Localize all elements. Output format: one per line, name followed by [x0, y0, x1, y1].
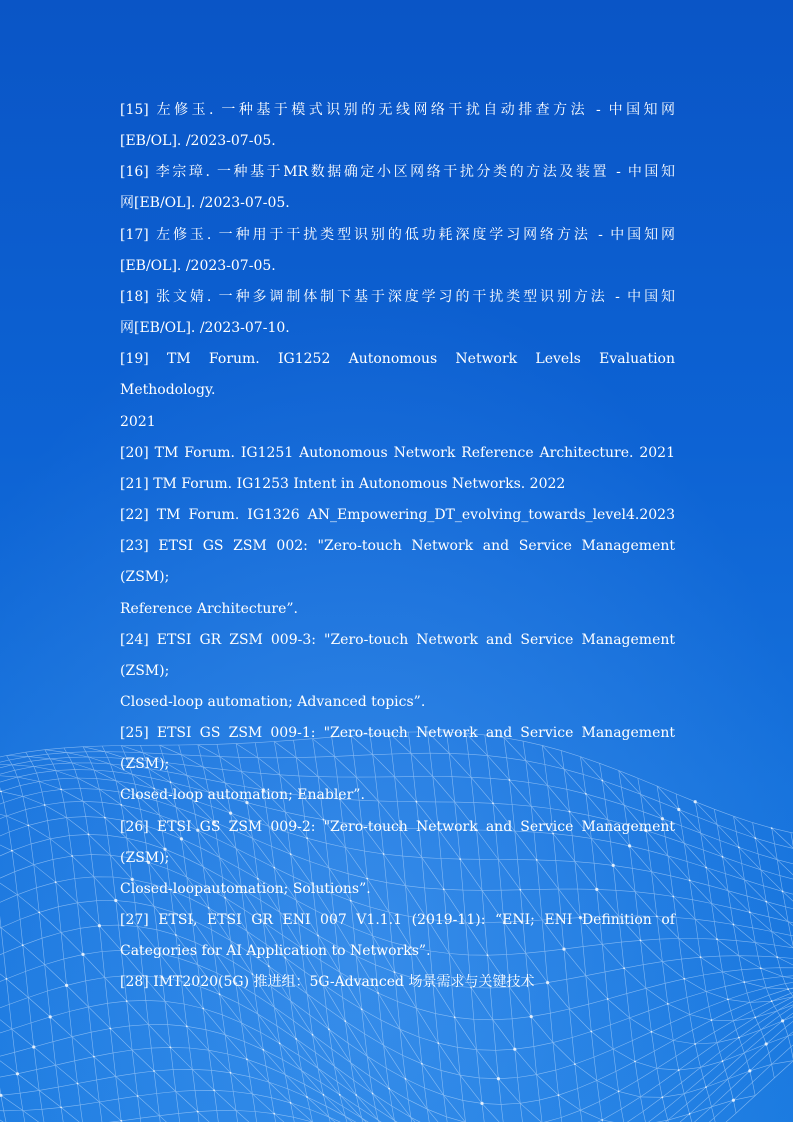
mesh-dot	[437, 1042, 439, 1044]
reference-line: [25] ETSI GS ZSM 009-1: "Zero-touch Network and Service Management (ZSM);	[120, 725, 675, 773]
mesh-dot	[81, 953, 84, 956]
reference-line: Reference Architecture”.	[120, 600, 298, 617]
mesh-dot	[743, 981, 745, 983]
mesh-dot	[405, 1078, 407, 1080]
mesh-dot	[273, 1113, 275, 1115]
reference-line: Closed-loopautomation; Solutions”.	[120, 880, 371, 897]
reference-line: 网[EB/OL]. /2023-07-05.	[120, 195, 290, 212]
mesh-dot	[454, 1016, 456, 1018]
reference-line: Closed-loop automation; Enabler”.	[120, 787, 365, 804]
mesh-dot	[279, 1043, 281, 1045]
mesh-dot	[323, 1094, 325, 1096]
mesh-dot	[213, 1089, 215, 1091]
mesh-dot	[197, 1111, 199, 1113]
mesh-dot	[733, 924, 735, 926]
mesh-dot	[601, 1119, 603, 1121]
mesh-dot	[65, 984, 68, 987]
mesh-dot	[71, 855, 73, 857]
mesh-dot	[661, 1096, 663, 1098]
mesh-dot	[765, 901, 767, 903]
mesh-dot	[667, 1003, 669, 1005]
reference-line: 2021	[120, 413, 156, 430]
mesh-dot	[480, 1102, 483, 1105]
mesh-dot	[705, 867, 707, 869]
mesh-dot	[246, 1058, 248, 1060]
mesh-dot	[618, 1091, 620, 1093]
mesh-dot	[776, 956, 778, 958]
mesh-dot	[771, 827, 773, 829]
mesh-dot	[344, 1020, 346, 1022]
mesh-dot	[497, 1077, 500, 1080]
mesh-dot	[32, 1045, 35, 1048]
mesh-dot	[290, 1102, 292, 1104]
mesh-dot	[574, 1063, 576, 1065]
mesh-dot	[711, 1019, 713, 1021]
mesh-dot	[558, 1094, 560, 1096]
mesh-dot	[262, 1049, 264, 1051]
mesh-dot	[137, 1095, 139, 1097]
mesh-dot	[689, 880, 691, 882]
mesh-dot	[38, 912, 40, 914]
mesh-dot	[93, 1056, 95, 1058]
mesh-dot	[749, 911, 751, 913]
mesh-dot	[328, 1028, 330, 1030]
mesh-dot	[361, 1008, 363, 1010]
mesh-dot	[114, 899, 117, 902]
mesh-dot	[683, 978, 685, 980]
mesh-dot	[754, 1017, 756, 1019]
reference-line: [23] ETSI GS ZSM 002: "Zero-touch Network and Service Management (ZSM);	[120, 538, 675, 586]
mesh-dot	[27, 825, 29, 827]
mesh-dot	[421, 1063, 423, 1065]
mesh-dot	[748, 1069, 751, 1072]
mesh-dot	[120, 1120, 122, 1122]
mesh-dot	[109, 1028, 111, 1030]
mesh-dot	[787, 988, 789, 990]
reference-line: [27] ETSI, ETSI GR ENI 007 V1.1.1 (2019-11): “ENI; ENI Definition of	[120, 912, 675, 929]
mesh-dot	[126, 1000, 128, 1002]
mesh-dot	[153, 1070, 155, 1072]
mesh-dot	[678, 1069, 680, 1071]
mesh-dot	[202, 1008, 204, 1010]
mesh-dot	[722, 856, 724, 858]
mesh-dot	[6, 978, 8, 980]
mesh-dot	[104, 817, 106, 819]
mesh-dot	[388, 1088, 390, 1090]
mesh-dot	[77, 1083, 79, 1085]
mesh-dot	[634, 1061, 636, 1063]
mesh-dot	[11, 850, 13, 852]
reference-line: [24] ETSI GR ZSM 009-3: "Zero-touch Network and Service Management (ZSM);	[120, 631, 675, 679]
mesh-dot	[98, 924, 101, 927]
reference-line: [20] TM Forum. IG1251 Autonomous Network Reference Architecture. 2021	[120, 444, 675, 461]
mesh-dot	[689, 1113, 691, 1115]
mesh-dot	[732, 1099, 735, 1102]
mesh-dot	[716, 938, 718, 940]
reference-line: [26] ETSI GS ZSM 009-2: "Zero-touch Network and Service Management (ZSM);	[120, 818, 675, 866]
mesh-dot	[60, 789, 62, 791]
reference-line: [22] TM Forum. IG1326 AN_Empowering_DT_evolving_towards_level4.2023	[120, 507, 675, 524]
reference-line: [EB/OL]. /2023-07-05.	[120, 257, 276, 274]
mesh-dot	[16, 1072, 19, 1075]
mesh-dot	[700, 956, 702, 958]
reference-line: Categories for AI Application to Networks”.	[120, 943, 431, 960]
mesh-dot	[60, 1107, 62, 1109]
mesh-dot	[590, 1031, 592, 1033]
mesh-dot	[530, 1015, 533, 1018]
mesh-dot	[88, 834, 90, 836]
mesh-dot	[49, 1015, 52, 1018]
mesh-dot	[372, 1093, 374, 1095]
mesh-dot	[306, 1096, 308, 1098]
reference-line: [EB/OL]. /2023-07-05.	[120, 133, 276, 150]
mesh-dot	[186, 1025, 188, 1027]
reference-line: [15] 左修玉. 一种基于模式识别的无线网络干扰自动排查方法 - 中国知网	[120, 102, 675, 118]
mesh-dot	[705, 1086, 707, 1088]
reference-line: [16] 李宗璋. 一种基于MR数据确定小区网络干扰分类的方法及装置 - 中国知	[120, 164, 675, 181]
mesh-dot	[44, 804, 46, 806]
mesh-dot	[765, 1042, 768, 1045]
mesh-dot	[760, 967, 762, 969]
mesh-dot	[0, 791, 2, 793]
mesh-dot	[782, 891, 784, 893]
mesh-dot	[651, 1031, 653, 1033]
mesh-dot	[55, 881, 57, 883]
mesh-dot	[677, 808, 680, 811]
reference-list	[120, 95, 675, 999]
mesh-dot	[722, 1060, 724, 1062]
mesh-dot	[738, 1037, 740, 1039]
mesh-dot	[513, 1048, 516, 1051]
mesh-dot	[339, 1094, 341, 1096]
reference-line: [21] TM Forum. IG1253 Intent in Autonomous Networks. 2022	[120, 475, 566, 492]
mesh-dot	[781, 1019, 784, 1022]
mesh-dot	[771, 1000, 773, 1002]
mesh-dot	[295, 1038, 297, 1040]
mesh-dot	[727, 999, 729, 1001]
mesh-dot	[355, 1094, 357, 1096]
mesh-dot	[312, 1034, 314, 1036]
mesh-dot	[694, 800, 697, 803]
mesh-dot	[22, 944, 24, 946]
mesh-dot	[170, 1047, 172, 1049]
reference-line: [18] 张文婧. 一种多调制体制下基于深度学习的干扰类型识别方法 - 中国知	[120, 288, 675, 305]
mesh-dot	[694, 1043, 696, 1045]
mesh-dot	[738, 847, 740, 849]
mesh-dot	[754, 837, 756, 839]
reference-line: [28] IMT2020(5G) 推进组：5G-Advanced 场景需求与关键技术	[120, 974, 535, 991]
reference-line: [17] 左修玉. 一种用于干扰类型识别的低功耗深度学习网络方法 - 中国知网	[120, 226, 675, 243]
reference-line: [19] TM Forum. IG1252 Autonomous Network Levels Evaluation Methodology.	[120, 351, 675, 399]
mesh-dot	[230, 1072, 232, 1074]
reference-line: Closed-loop automation; Advanced topics”.	[120, 693, 426, 710]
reference-line: 网[EB/OL]. /2023-07-10.	[120, 320, 290, 337]
